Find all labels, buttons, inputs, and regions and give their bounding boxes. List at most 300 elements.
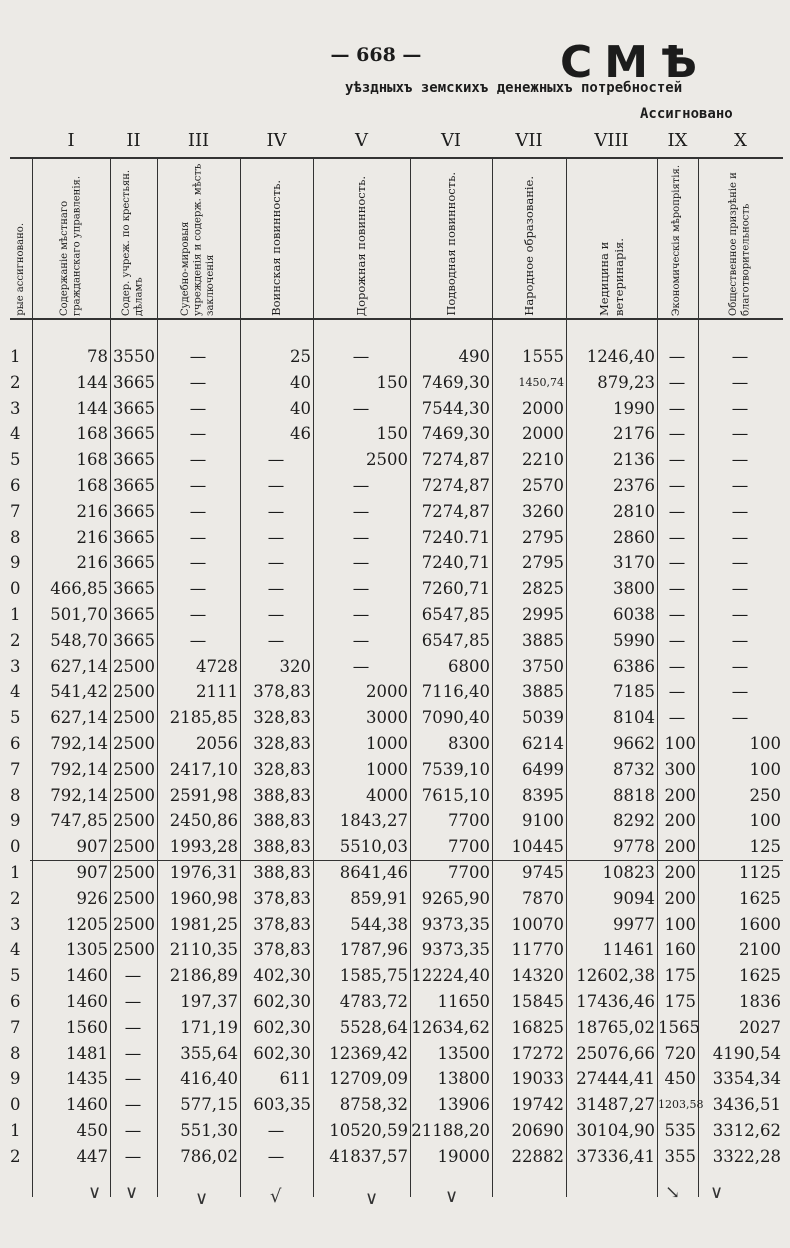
table-cell: 216 (76, 553, 108, 573)
column-header-4 (240, 160, 313, 316)
table-cell: 2500 (113, 708, 155, 728)
table-cell: 78 (87, 347, 108, 366)
table-cell: 13500 (437, 1043, 490, 1063)
table-cell: — (189, 372, 207, 392)
table-cell: 6547,85 (421, 630, 490, 650)
column-roman-8: VIII (594, 130, 629, 151)
table-cell: 3 (10, 398, 21, 418)
table-cell: 378,83 (253, 940, 311, 960)
table-cell: 144 (76, 398, 108, 418)
table-cell: — (189, 604, 207, 624)
table-cell: 9100 (522, 811, 564, 831)
table-cell: 7544,30 (421, 398, 490, 418)
table-cell: 9094 (613, 888, 655, 908)
table-cell: — (731, 553, 749, 573)
table-cell: — (731, 501, 749, 521)
table-cell: 7870 (522, 888, 564, 908)
table-cell: 1600 (739, 914, 781, 934)
table-cell: — (124, 991, 142, 1011)
table-cell: 2110,35 (169, 940, 238, 960)
column-roman-5: V (355, 130, 368, 151)
table-cell: 9373,35 (421, 914, 490, 934)
table-cell: 9745 (522, 862, 564, 882)
table-row (0, 963, 783, 989)
table-cell: — (352, 501, 370, 521)
table-cell: — (731, 656, 749, 676)
column-roman-1: I (67, 130, 75, 151)
table-cell: 2 (10, 888, 21, 908)
table-cell: 10520,59 (329, 1120, 408, 1140)
table-cell: 879,23 (597, 372, 655, 392)
table-cell: 1125 (739, 862, 781, 882)
table-cell: 2500 (113, 914, 155, 934)
table-cell: 15845 (511, 991, 564, 1011)
table-cell: — (731, 579, 749, 599)
table-cell: — (189, 347, 207, 366)
table-cell: 1481 (66, 1043, 108, 1063)
column-header-9 (657, 160, 698, 316)
table-cell: 2 (10, 1146, 21, 1166)
table-row (0, 525, 783, 551)
table-cell: 1000 (366, 733, 408, 753)
table-cell: 8 (10, 1043, 21, 1063)
column-header-label: Медицина и ветеринарія. (596, 238, 626, 316)
table-cell: 786,02 (180, 1146, 238, 1166)
table-cell: — (124, 1017, 142, 1037)
table-cell: 100 (664, 914, 696, 934)
table-cell: 1460 (66, 1095, 108, 1115)
table-cell: — (267, 1120, 285, 1140)
table-cell: 6038 (613, 604, 655, 624)
table-cell: — (189, 630, 207, 650)
table-cell: 2500 (113, 837, 155, 857)
table-cell: — (352, 347, 370, 366)
table-cell: — (352, 630, 370, 650)
table-cell: 3312,62 (712, 1120, 781, 1140)
table-cell: 9265,90 (421, 888, 490, 908)
table-cell: 1460 (66, 966, 108, 986)
table-cell: 2185,85 (169, 708, 238, 728)
table-cell: 14320 (511, 966, 564, 986)
table-cell: 2210 (522, 450, 564, 470)
table-cell: — (189, 475, 207, 495)
table-cell: — (189, 579, 207, 599)
table-cell: 8292 (613, 811, 655, 831)
table-cell: 175 (664, 966, 696, 986)
table-cell: 378,83 (253, 682, 311, 702)
table-cell: 31487,27 (576, 1095, 655, 1115)
table-row (0, 344, 783, 370)
table-cell: — (189, 450, 207, 470)
table-cell: 3665 (113, 579, 155, 599)
table-cell: 3 (10, 914, 21, 934)
table-cell: 8758,32 (339, 1095, 408, 1115)
column-header-1 (32, 160, 110, 316)
table-cell: 602,30 (253, 991, 311, 1011)
table-cell: — (189, 398, 207, 418)
table-cell: — (267, 501, 285, 521)
column-header-7 (492, 160, 566, 316)
table-cell: — (731, 682, 749, 702)
table-row (0, 834, 783, 860)
table-cell: 250 (749, 785, 781, 805)
table-cell: 378,83 (253, 888, 311, 908)
table-cell: 627,14 (50, 656, 108, 676)
table-row (0, 783, 783, 809)
table-cell: 200 (664, 811, 696, 831)
table-cell: 100 (749, 759, 781, 779)
table-cell: 1843,27 (339, 811, 408, 831)
table-cell: — (352, 553, 370, 573)
table-cell: 2810 (613, 501, 655, 521)
table-cell: — (668, 424, 686, 444)
table-cell: 19742 (511, 1095, 564, 1115)
table-cell: 1585,75 (339, 966, 408, 986)
table-cell: 168 (76, 424, 108, 444)
table-cell: 3665 (113, 553, 155, 573)
table-cell: 216 (76, 501, 108, 521)
table-cell: 5 (10, 450, 21, 470)
column-roman-10: X (734, 130, 747, 151)
table-cell: 3550 (113, 347, 155, 366)
data-table (0, 344, 783, 1170)
table-cell: 3665 (113, 630, 155, 650)
table-cell: — (668, 450, 686, 470)
table-cell: 7469,30 (421, 424, 490, 444)
table-cell: 328,83 (253, 708, 311, 728)
table-cell: — (731, 527, 749, 547)
table-cell: 388,83 (253, 862, 311, 882)
table-cell: — (267, 579, 285, 599)
table-cell: 328,83 (253, 759, 311, 779)
page-number: — 668 — (330, 44, 422, 66)
table-cell: — (668, 630, 686, 650)
table-cell: 2056 (196, 733, 238, 753)
table-cell: 602,30 (253, 1017, 311, 1037)
table-cell: 18765,02 (576, 1017, 655, 1037)
table-cell: — (124, 1120, 142, 1140)
table-cell: 577,15 (180, 1095, 238, 1115)
column-header-label: Народное образованіе. (521, 176, 536, 316)
table-cell: 1981,25 (169, 914, 238, 934)
table-cell: 12369,42 (329, 1043, 408, 1063)
table-row (0, 1092, 783, 1118)
table-cell: 501,70 (50, 604, 108, 624)
table-cell: 378,83 (253, 914, 311, 934)
table-cell: 100 (749, 811, 781, 831)
table-cell: 40 (290, 398, 311, 418)
table-cell: — (124, 1043, 142, 1063)
table-cell: 7090,40 (421, 708, 490, 728)
table-cell: 2417,10 (169, 759, 238, 779)
table-cell: 2500 (113, 759, 155, 779)
table-cell: 9 (10, 811, 21, 831)
table-cell: — (731, 450, 749, 470)
column-header-label: Дорожная повинность. (354, 175, 368, 316)
table-cell: 12709,09 (329, 1069, 408, 1089)
table-cell: 1990 (613, 398, 655, 418)
column-header-label: рые ассигновано. (14, 223, 26, 316)
table-cell: 3800 (613, 579, 655, 599)
column-header-8 (566, 160, 657, 316)
table-cell: 466,85 (50, 579, 108, 599)
table-cell: 3 (10, 656, 21, 676)
table-cell: 27444,41 (576, 1069, 655, 1089)
table-cell: 7700 (448, 862, 490, 882)
table-cell: 2591,98 (169, 785, 238, 805)
table-cell: 7539,10 (421, 759, 490, 779)
column-roman-3: III (187, 130, 210, 151)
table-cell: 46 (290, 424, 311, 444)
table-cell: 197,37 (180, 991, 238, 1011)
table-cell: 5510,03 (339, 837, 408, 857)
table-cell: 859,91 (350, 888, 408, 908)
table-cell: 8104 (613, 708, 655, 728)
table-cell: 1460 (66, 991, 108, 1011)
table-cell: 0 (10, 837, 21, 857)
table-cell: 9373,35 (421, 940, 490, 960)
table-cell: 5990 (613, 630, 655, 650)
table-cell: 17436,46 (576, 991, 655, 1011)
table-cell: 13906 (437, 1095, 490, 1115)
column-roman-2: II (126, 130, 141, 151)
table-cell: 747,85 (50, 811, 108, 831)
table-cell: 7 (10, 759, 21, 779)
table-row (0, 550, 783, 576)
table-cell: 3665 (113, 398, 155, 418)
table-cell: 9 (10, 553, 21, 573)
table-cell: 6 (10, 733, 21, 753)
table-cell: 1560 (66, 1017, 108, 1037)
table-cell: — (668, 656, 686, 676)
table-cell: 100 (664, 733, 696, 753)
table-cell: 402,30 (253, 966, 311, 986)
table-cell: — (731, 424, 749, 444)
table-row (0, 396, 783, 422)
table-cell: 551,30 (180, 1120, 238, 1140)
table-cell: 3885 (522, 682, 564, 702)
table-cell: 602,30 (253, 1043, 311, 1063)
table-cell: 7700 (448, 811, 490, 831)
table-cell: 41837,57 (329, 1146, 408, 1166)
table-rule (10, 157, 783, 159)
table-cell: 7700 (448, 837, 490, 857)
table-row (0, 370, 783, 396)
table-cell: — (668, 708, 686, 728)
table-cell: 1993,28 (169, 837, 238, 857)
table-cell: 2995 (522, 604, 564, 624)
table-cell: — (668, 682, 686, 702)
table-row (0, 808, 783, 834)
table-cell: 17272 (511, 1043, 564, 1063)
table-cell: 1 (10, 604, 21, 624)
table-cell: — (668, 501, 686, 521)
table-cell: — (189, 527, 207, 547)
table-cell: 19033 (511, 1069, 564, 1089)
table-row (0, 576, 783, 602)
table-cell: — (668, 398, 686, 418)
column-header-label: Экономическія мѣропріятія. (671, 164, 683, 316)
document-subtitle: уѣздныхъ земскихъ денежныхъ потребностей (345, 80, 683, 96)
table-row (0, 1144, 783, 1170)
table-cell: 792,14 (50, 733, 108, 753)
table-cell: 7 (10, 1017, 21, 1037)
table-cell: — (189, 553, 207, 573)
table-cell: 175 (664, 991, 696, 1011)
table-row (0, 860, 783, 886)
column-header-5 (313, 160, 410, 316)
table-cell: 1203,58 (658, 1098, 704, 1112)
table-row (0, 912, 783, 938)
table-cell: 355,64 (180, 1043, 238, 1063)
table-cell: 1565 (658, 1017, 700, 1037)
table-cell: 3665 (113, 450, 155, 470)
table-cell: — (731, 372, 749, 392)
table-cell: 2825 (522, 579, 564, 599)
table-cell: 450 (76, 1120, 108, 1140)
table-cell: 544,38 (350, 914, 408, 934)
table-cell: 5 (10, 966, 21, 986)
table-cell: 926 (76, 888, 108, 908)
column-roman-6: VI (440, 130, 462, 151)
table-cell: — (352, 527, 370, 547)
table-cell: 2176 (613, 424, 655, 444)
table-cell: 7615,10 (421, 785, 490, 805)
table-cell: 30104,90 (576, 1120, 655, 1140)
table-cell: 4 (10, 424, 21, 444)
table-cell: 8300 (448, 733, 490, 753)
table-cell: 6547,85 (421, 604, 490, 624)
table-cell: 3354,34 (712, 1069, 781, 1089)
column-roman-4: IV (266, 130, 287, 151)
table-cell: 2570 (522, 475, 564, 495)
table-row (0, 937, 783, 963)
table-cell: 37336,41 (576, 1146, 655, 1166)
table-cell: 20690 (511, 1120, 564, 1140)
table-cell: 200 (664, 785, 696, 805)
table-cell: — (668, 372, 686, 392)
table-cell: 9662 (613, 733, 655, 753)
table-cell: 8641,46 (339, 862, 408, 882)
table-cell: 1435 (66, 1069, 108, 1089)
table-cell: — (731, 475, 749, 495)
table-cell: 1 (10, 347, 21, 366)
table-cell: 216 (76, 527, 108, 547)
table-cell: 16825 (511, 1017, 564, 1037)
table-cell: 2500 (113, 888, 155, 908)
table-cell: 4190,54 (712, 1043, 781, 1063)
table-cell: 8 (10, 785, 21, 805)
table-cell: — (267, 553, 285, 573)
table-cell: 10070 (511, 914, 564, 934)
table-row (0, 628, 783, 654)
table-cell: 2000 (366, 682, 408, 702)
table-cell: 19000 (437, 1146, 490, 1166)
table-cell: 150 (376, 372, 408, 392)
table-cell: 25076,66 (576, 1043, 655, 1063)
table-cell: — (124, 1095, 142, 1115)
table-cell: 10823 (602, 862, 655, 882)
table-cell: 1 (10, 862, 21, 882)
table-cell: — (668, 347, 686, 366)
table-cell: 1625 (739, 888, 781, 908)
table-cell: 8732 (613, 759, 655, 779)
column-header-label: Подводная повинность. (443, 172, 458, 316)
table-cell: 125 (749, 837, 781, 857)
table-cell: 388,83 (253, 837, 311, 857)
table-cell: 8395 (522, 785, 564, 805)
table-cell: 3260 (522, 501, 564, 521)
table-cell: — (731, 347, 749, 366)
table-cell: — (189, 424, 207, 444)
table-cell: — (267, 475, 285, 495)
table-cell: 7274,87 (421, 450, 490, 470)
table-cell: 2111 (196, 682, 238, 702)
table-cell: 7469,30 (421, 372, 490, 392)
table-cell: 11770 (511, 940, 564, 960)
table-cell: 603,35 (253, 1095, 311, 1115)
table-cell: 2000 (522, 424, 564, 444)
table-cell: 792,14 (50, 785, 108, 805)
table-row (0, 1066, 783, 1092)
table-cell: 2500 (113, 940, 155, 960)
table-cell: 12602,38 (576, 966, 655, 986)
table-cell: 548,70 (50, 630, 108, 650)
table-cell: 2376 (613, 475, 655, 495)
table-cell: — (668, 604, 686, 624)
table-row (0, 1118, 783, 1144)
table-cell: 3665 (113, 501, 155, 521)
table-cell: — (731, 630, 749, 650)
table-cell: 2860 (613, 527, 655, 547)
table-cell: 5528,64 (339, 1017, 408, 1037)
table-row (0, 654, 783, 680)
table-cell: 21188,20 (411, 1120, 490, 1140)
table-cell: — (668, 475, 686, 495)
table-cell: 541,42 (50, 682, 108, 702)
table-cell: 7116,40 (421, 682, 490, 702)
table-cell: 2450,86 (169, 811, 238, 831)
table-row (0, 705, 783, 731)
table-cell: 1555 (522, 347, 564, 366)
column-header-3 (157, 160, 240, 316)
table-cell: 7274,87 (421, 475, 490, 495)
table-cell: 9 (10, 1069, 21, 1089)
table-cell: 720 (664, 1043, 696, 1063)
document-title: СМѢ (560, 37, 710, 88)
table-cell: 0 (10, 579, 21, 599)
table-cell: 160 (664, 940, 696, 960)
table-cell: 6800 (448, 656, 490, 676)
table-cell: 7240,71 (421, 553, 490, 573)
table-row (0, 602, 783, 628)
table-row (0, 1041, 783, 1067)
column-header-label: Содер. учреж. по крестьян. дѣламъ (121, 169, 145, 316)
table-cell: 2500 (113, 785, 155, 805)
table-cell: 3170 (613, 553, 655, 573)
table-cell: 3665 (113, 604, 155, 624)
table-cell: 1960,98 (169, 888, 238, 908)
table-row (0, 731, 783, 757)
table-cell: 7274,87 (421, 501, 490, 521)
table-cell: 907 (76, 862, 108, 882)
table-cell: 12224,40 (411, 966, 490, 986)
table-cell: 150 (376, 424, 408, 444)
table-cell: 300 (664, 759, 696, 779)
table-cell: 5039 (522, 708, 564, 728)
column-header-label: Воинская повинность. (269, 180, 283, 316)
table-cell: 2136 (613, 450, 655, 470)
